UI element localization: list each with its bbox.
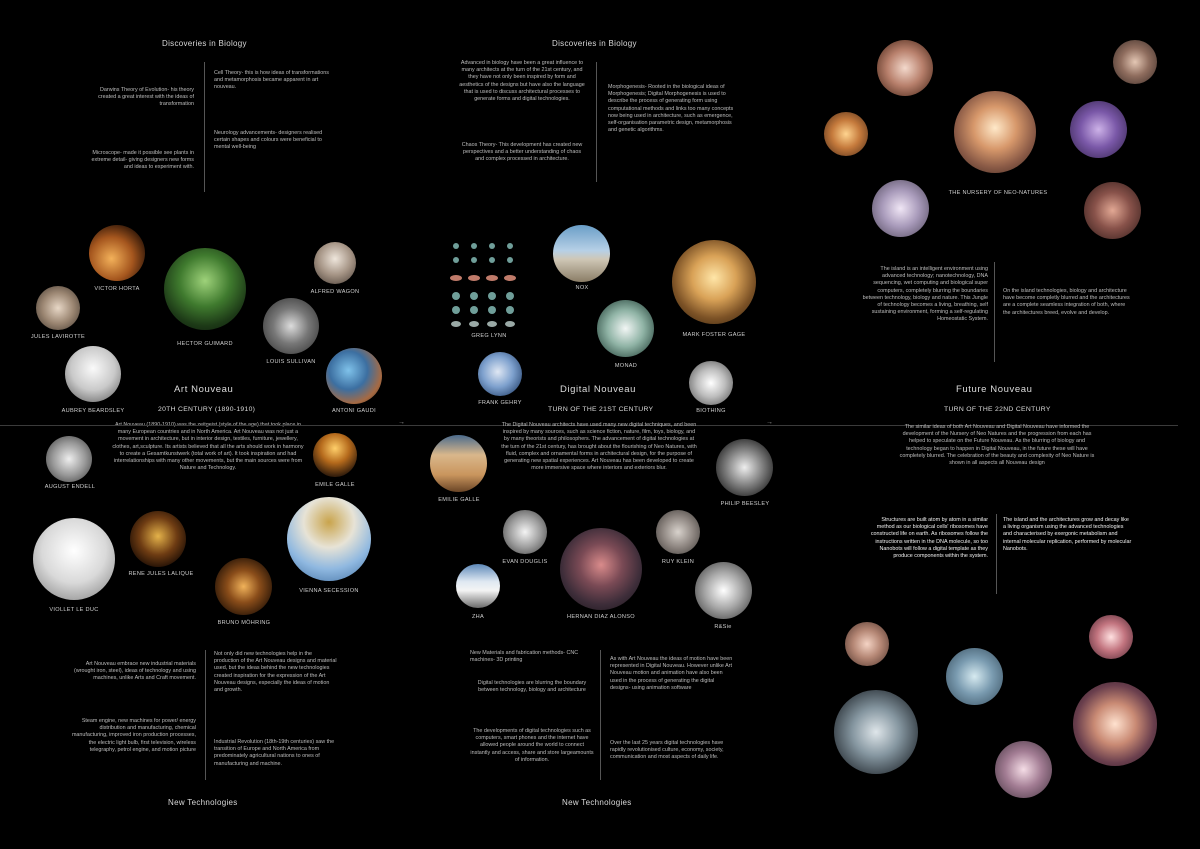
frank-gehry-label: FRANK GEHRY <box>478 400 522 406</box>
middle-bio-text-2: Morphogenesis- Rooted in the biological ideas of Morphogenesis; Digital Morphogenesis is used to describe the process of generating form using computational methods and links too many concepts now being used in architecture, such as emergence, self-organisation parametric design, metamorphosis and genetic algorithms. <box>608 84 734 134</box>
neo-nature-image-9 <box>1089 615 1133 659</box>
aubrey-beardsley-label: AUBREY BEARDSLEY <box>61 408 125 414</box>
emile-galle-image <box>313 433 357 477</box>
philip-beesley-image <box>716 439 773 496</box>
digital-nouveau-text: The Digital Nouveau architects have used many new digital techniques, and been inspired by many sources, such as science fiction, nature, film, toys, biology, and by many theorists and philosophers. The advancement of digital technologies at the turn of the 21st century, has brought about the flourishing of Neo Natures, with fluid, complex and ornamental forms in architectural design, for the purpose of generating new spatial experiences. Art Nouveau has been developed to create more immersive space where interiors and exteriors blur. <box>501 422 697 472</box>
neo-nature-image-5 <box>1070 101 1127 158</box>
jules-lavirotte-label: JULES LAVIROTTE <box>30 334 86 340</box>
middle-bio-text-1a: Advanced in biology have been a great influence to many architects at the turn of the 21st century, and they have not only been inspired by form and aesthetics of the designs but have also the language that is used to discuss architectural processes to generate forms and digital technologies. <box>459 60 585 103</box>
left-tech-text-2b: Industrial Revolution (18th-19th centuries) saw the transition of Europe and North America from predominately agricultural nations to ones of manufacturing and machine. <box>214 739 335 767</box>
neo-nature-image-1 <box>877 40 933 96</box>
frank-gehry-image <box>478 352 522 396</box>
rsie-label: R&Sie <box>714 624 732 630</box>
august-endell-image <box>46 436 92 482</box>
louis-sullivan-image <box>263 298 319 354</box>
hernan-diaz-alonso-image <box>560 528 642 610</box>
neo-nature-image-11 <box>834 690 918 774</box>
middle-tech-text-1b: Digital technologies are blurring the boundary between technology, biology and architecture <box>477 680 587 694</box>
antoni-gaudi-label: ANTONI GAUDI <box>332 408 376 414</box>
bruno-mohring-image <box>215 558 272 615</box>
greg-lynn-image <box>448 238 528 330</box>
left-bio-title: Discoveries in Biology <box>162 39 247 48</box>
neo-nature-image-2 <box>1113 40 1157 84</box>
island-text-2: On the island technologies, biology and architecture have become completly blurred and the architectures are a complete seamless integration of both, where the architectures breed, evolve and develop. <box>1003 288 1130 316</box>
left-bio-divider <box>204 62 205 192</box>
left-tech-text-2a: Not only did new technologies help in the production of the Art Nouveau designs and material used, but the ideas behind the new technologies created inspiration for the expression of the Art Nouveau designs, especially the ideas of motion and growth. <box>214 651 337 694</box>
monad-image <box>597 300 654 357</box>
middle-tech-text-1a: New Materials and fabrication methods- CNC machines- 3D printing <box>470 650 579 664</box>
victor-horta-label: VICTOR HORTA <box>94 286 140 292</box>
art-nouveau-text: many European countries and in North America. Art Nouveau was not just a movement in architecture, but in interior design, textiles, furniture, jewellery, clothes, art,sculpture. Its artists believed that all the arts should work in harmony to create a Gesamtkunstwerk (total work of art). It took inspiration and had interrelationships with many other movements, but the main sources were from Nature and Technology. <box>112 429 304 472</box>
structures-divider <box>996 514 997 594</box>
neo-nature-image-6 <box>872 180 929 237</box>
philip-beesley-label: PHILIP BEESLEY <box>720 501 770 507</box>
left-bio-text-1a: Darwins Theory of Evolution- his theory created a great interest with the ideas of transformation <box>98 87 194 108</box>
art-nouveau-title: Art Nouveau <box>174 384 234 395</box>
middle-tech-title: New Technologies <box>562 798 632 807</box>
hector-guimard-label: HECTOR GUIMARD <box>177 341 233 347</box>
future-nouveau-title: Future Nouveau <box>956 384 1033 395</box>
timeline-arrow-1: → <box>398 419 405 426</box>
left-bio-text-1b: Microscope- made it possible see plants in extreme detail- giving designers new forms and ideas to experiment with. <box>91 150 194 171</box>
zha-label: ZHA <box>471 614 485 620</box>
ruy-klein-label: RUY KLEIN <box>661 559 695 565</box>
middle-tech-text-2b: Over the last 25 years digital technologies have rapidly revolutionised culture, economy, society, communication and most aspects of daily life. <box>610 740 724 761</box>
greg-lynn-label: GREG LYNN <box>471 333 507 339</box>
nursery-label: THE NURSERY OF NEO-NATURES <box>948 190 1048 196</box>
zha-image <box>456 564 500 608</box>
biothing-label: BIOTHING <box>696 408 726 414</box>
left-tech-title: New Technologies <box>168 798 238 807</box>
emilie-galle-label: EMILIE GALLE <box>438 497 480 503</box>
viollet-le-duc-label: VIOLLET LE DUC <box>49 607 99 613</box>
neo-nature-image-13 <box>995 741 1052 798</box>
louis-sullivan-label: LOUIS SULLIVAN <box>266 359 316 365</box>
neo-nature-image-12 <box>1073 682 1157 766</box>
hector-guimard-image <box>164 248 246 330</box>
bruno-mohring-label: BRUNO MÖHRING <box>217 620 271 626</box>
art-nouveau-subtitle: 20TH CENTURY (1890-1910) <box>158 406 256 413</box>
middle-tech-divider <box>600 650 601 780</box>
neo-nature-image-7 <box>1084 182 1141 239</box>
jules-lavirotte-image <box>36 286 80 330</box>
middle-tech-text-1c: The developments of digital technologies such as computers, smart phones and the internet have allowed people around the world to connect instantly and access, share and store largeamounts of information. <box>470 728 594 763</box>
monad-label: MONAD <box>614 363 638 369</box>
middle-bio-divider <box>596 62 597 182</box>
neo-nature-image-10 <box>946 648 1003 705</box>
evan-douglis-label: EVAN DOUGLIS <box>502 559 548 565</box>
mark-foster-gage-image <box>672 240 756 324</box>
organism-text: The island and the architectures grow and decay like a living organism using the advanced technologies and characterised by exergonic metabolism and internal molecular replication, performed by molecular Nanobots. <box>1003 517 1132 552</box>
structures-text: Structures are built atom by atom in a similar method as our biological cells' ribosomes have constructed life on earth. As ribosomes follow the instructions written in the DNA molecule, so too Nanobots will follow a digital template as they produce components within the system. <box>870 517 988 560</box>
digital-nouveau-subtitle: TURN OF THE 21ST CENTURY <box>548 406 654 413</box>
island-divider <box>994 262 995 362</box>
emile-galle-label: EMILE GALLE <box>315 482 355 488</box>
evan-douglis-image <box>503 510 547 554</box>
timeline-arrow-2: → <box>766 419 773 426</box>
rene-jules-lalique-image <box>130 511 186 567</box>
neo-nature-image-3 <box>954 91 1036 173</box>
left-bio-text-2a: Cell Theory- this is how ideas of transformations and metamorphosis became apparent in art nouveau. <box>214 70 329 91</box>
neo-nature-image-8 <box>845 622 889 666</box>
emilie-galle-image <box>430 435 487 492</box>
left-tech-divider <box>205 650 206 780</box>
nox-image <box>553 225 610 282</box>
rsie-image <box>695 562 752 619</box>
aubrey-beardsley-image <box>65 346 121 402</box>
ruy-klein-image <box>656 510 700 554</box>
alfred-wagon-label: ALFRED WAGON <box>310 289 360 295</box>
nox-label: NOX <box>575 285 589 291</box>
vienna-secession-image <box>287 497 371 581</box>
alfred-wagon-image <box>314 242 356 284</box>
victor-horta-image <box>89 225 145 281</box>
vienna-secession-label: VIENNA SECESSION <box>299 588 359 594</box>
antoni-gaudi-image <box>326 348 382 404</box>
biothing-image <box>689 361 733 405</box>
future-nouveau-text: The similar ideas of both Art Nouveau and Digital Nouveau have informed the development of the Nursery of Neo Natures and the progression from each has helped to speculate on the Future Nouveau. As the blurring of biology and technology began to happen in Digital Nouveau, in the future these will have completely blurred. The celebration of the beauty and complexity of Neo Nature is shown in all aspects all Nouveau design <box>899 424 1095 467</box>
middle-bio-title: Discoveries in Biology <box>552 39 637 48</box>
middle-tech-text-2a: As with Art Nouveau the ideas of motion have been represented in Digital Nouveau. However unlike Art Nouveau motion and animation have also been used in the process of generating the digital designs- using animation software <box>610 656 733 691</box>
mark-foster-gage-label: MARK FOSTER GAGE <box>682 332 746 338</box>
viollet-le-duc-image <box>33 518 115 600</box>
august-endell-label: AUGUST ENDELL <box>44 484 96 490</box>
left-bio-text-2b: Neurology advancements- designers realised certain shapes and colours were beneficial to mental well-being <box>214 130 323 151</box>
left-tech-text-1b: Steam engine, new machines for power/ energy distribution and manufacturing, chemical manufacturing, improved iron production processes, the electric light bulb, first television, wireless telegraphy, petrol engine, and motion picture <box>71 718 196 753</box>
future-nouveau-subtitle: TURN OF THE 22ND CENTURY <box>944 406 1051 413</box>
rene-jules-lalique-label: RENE JULES LALIQUE <box>128 571 194 577</box>
left-tech-text-1a: Art Nouveau embrace new industrial materials (wrought iron, steel), ideas of technology and using machines, unlike Arts and Craft movement. <box>74 661 196 682</box>
island-text-1: The island is an intelligent environment using advanced technology; nanotechnology, DNA sequencing, wet computing and biological super computers, completely blurring the boundaries between technology, biology and nature. This Jungle of technology becomes a living, breathing, self sustaining environment, forming a self-regulating Homeostatic System. <box>862 266 988 323</box>
neo-nature-image-4 <box>824 112 868 156</box>
digital-nouveau-title: Digital Nouveau <box>560 384 637 395</box>
middle-bio-text-1b: Chaos Theory- This development has created new perspectives and a better understanding of chaos and complex processed in architecture. <box>461 142 583 163</box>
hernan-diaz-alonso-label: HERNAN DIAZ ALONSO <box>567 614 635 620</box>
